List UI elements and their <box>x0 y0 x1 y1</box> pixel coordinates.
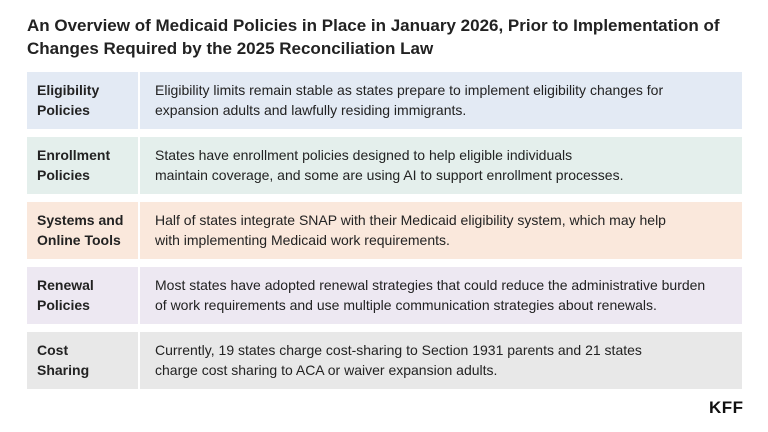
title-line-2: Changes Required by the 2025 Reconciliation Law <box>27 39 434 58</box>
row-eligibility-policies <box>27 72 742 129</box>
row-description-line: Currently, 19 states charge cost-sharing to Section 1931 parents and 21 states <box>155 342 642 358</box>
row-label <box>27 202 138 259</box>
row-label-line: Enrollment <box>37 147 111 163</box>
row-description-line: with implementing Medicaid work requirements. <box>155 232 450 248</box>
row-description-line: expansion adults and lawfully residing immigrants. <box>155 102 467 118</box>
row-description-line: Most states have adopted renewal strategies that could reduce the administrative burden <box>155 277 706 293</box>
row-description-line: charge cost sharing to ACA or waiver expansion adults. <box>155 362 498 378</box>
row-label-line: Renewal <box>37 277 94 293</box>
row-label <box>27 332 138 389</box>
row-label-line: Policies <box>37 167 90 183</box>
row-label-line: Cost <box>37 342 69 358</box>
row-description-line: of work requirements and use multiple communication strategies about renewals. <box>155 297 657 313</box>
row-label <box>27 72 138 129</box>
row-label-line: Policies <box>37 102 90 118</box>
title-line-1: An Overview of Medicaid Policies in Place in January 2026, Prior to Implementation of <box>27 16 720 35</box>
row-label-line: Policies <box>37 297 90 313</box>
row-description-line: Eligibility limits remain stable as states prepare to implement eligibility changes for <box>155 82 664 98</box>
row-description-line: maintain coverage, and some are using AI to support enrollment processes. <box>155 167 624 183</box>
row-description <box>140 202 742 259</box>
row-description <box>140 332 742 389</box>
row-label-line: Eligibility <box>37 82 100 98</box>
policy-table <box>27 72 742 397</box>
row-label <box>27 137 138 194</box>
row-description <box>140 72 742 129</box>
row-cost-sharing <box>27 332 742 389</box>
row-label <box>27 267 138 324</box>
row-label-line: Sharing <box>37 362 90 378</box>
row-label-line: Online Tools <box>37 232 121 248</box>
row-description-line: Half of states integrate SNAP with their Medicaid eligibility system, which may help <box>155 212 666 228</box>
row-description <box>140 137 742 194</box>
row-renewal-policies <box>27 267 742 324</box>
kff-logo: KFF <box>709 398 744 417</box>
row-enrollment-policies <box>27 137 742 194</box>
row-systems-and-online-tools <box>27 202 742 259</box>
row-label-line: Systems and <box>37 212 124 228</box>
row-description-line: States have enrollment policies designed to help eligible individuals <box>155 147 573 163</box>
row-description <box>140 267 742 324</box>
page-title <box>27 14 747 60</box>
